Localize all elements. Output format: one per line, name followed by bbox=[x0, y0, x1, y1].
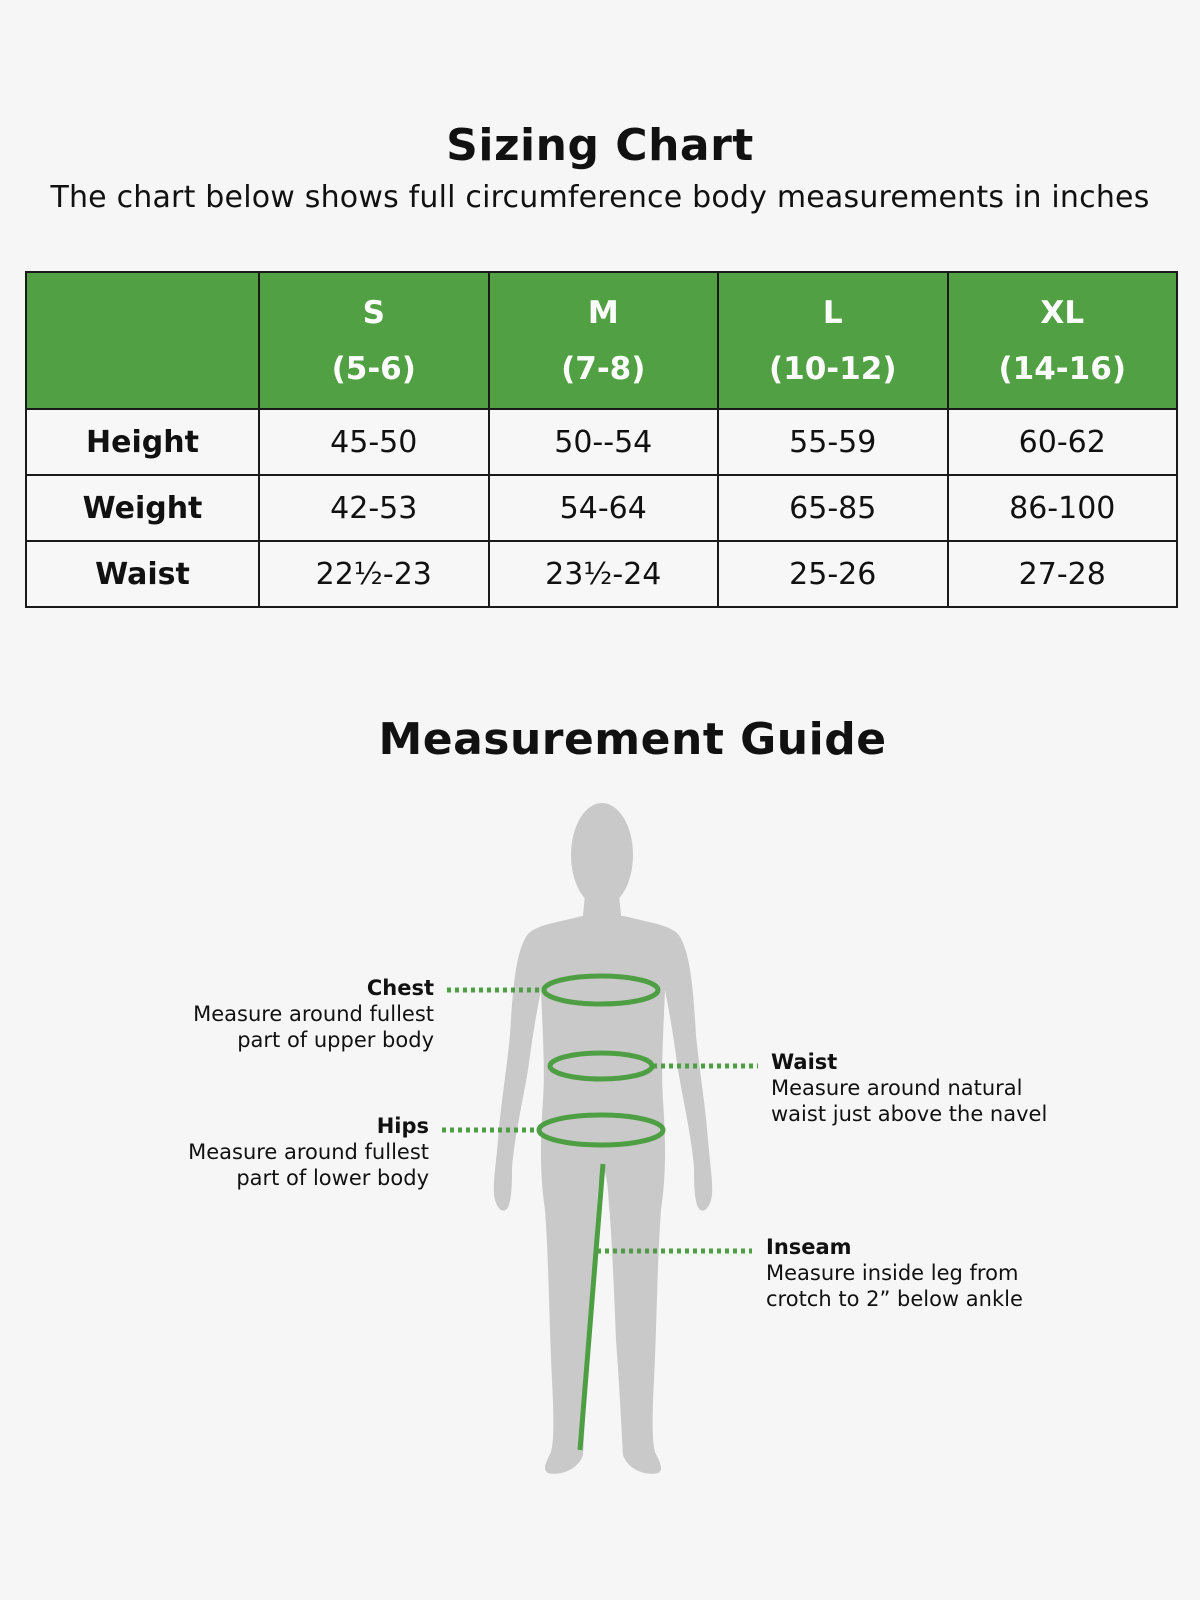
table-cell: 55-59 bbox=[718, 409, 948, 475]
size-label: S bbox=[362, 294, 385, 331]
chest-label-line2: part of upper body bbox=[237, 1028, 434, 1052]
waist-label bbox=[771, 1049, 1047, 1127]
hips-label bbox=[188, 1113, 429, 1191]
size-range: (14-16) bbox=[998, 350, 1126, 387]
table-cell: 65-85 bbox=[718, 475, 948, 541]
body-silhouette bbox=[494, 803, 712, 1474]
table-cell: 42-53 bbox=[259, 475, 489, 541]
size-range: (5-6) bbox=[331, 350, 416, 387]
table-cell: 25-26 bbox=[718, 541, 948, 607]
table-cell: 50--54 bbox=[489, 409, 719, 475]
waist-label-line1: Measure around natural bbox=[771, 1076, 1023, 1100]
row-label: Waist bbox=[26, 541, 259, 607]
size-label: L bbox=[822, 294, 843, 331]
hips-label-line2: part of lower body bbox=[236, 1166, 429, 1190]
page-title: Sizing Chart bbox=[446, 120, 754, 171]
table-cell: 45-50 bbox=[259, 409, 489, 475]
chest-label-name: Chest bbox=[366, 976, 434, 1000]
chest-label bbox=[193, 975, 434, 1053]
table-cell: 60-62 bbox=[948, 409, 1178, 475]
inseam-label-line1: Measure inside leg from bbox=[766, 1261, 1019, 1285]
table-cell: 22½-23 bbox=[259, 541, 489, 607]
inseam-label bbox=[766, 1234, 1023, 1312]
silhouette-head bbox=[571, 803, 633, 907]
hips-label-line1: Measure around fullest bbox=[188, 1140, 429, 1164]
table-cell: 23½-24 bbox=[489, 541, 719, 607]
inseam-label-line2: crotch to 2” below ankle bbox=[766, 1287, 1023, 1311]
row-label: Height bbox=[26, 409, 259, 475]
inseam-label-name: Inseam bbox=[766, 1235, 852, 1259]
row-label: Weight bbox=[26, 475, 259, 541]
size-range: (7-8) bbox=[561, 350, 646, 387]
size-label: XL bbox=[1040, 294, 1085, 331]
table-cell: 54-64 bbox=[489, 475, 719, 541]
hips-label-name: Hips bbox=[376, 1114, 429, 1138]
table-cell: 27-28 bbox=[948, 541, 1178, 607]
chest-label-line1: Measure around fullest bbox=[193, 1002, 434, 1026]
table-cell: 86-100 bbox=[948, 475, 1178, 541]
guide-title: Measurement Guide bbox=[378, 714, 887, 765]
size-label: M bbox=[587, 294, 619, 331]
size-range: (10-12) bbox=[769, 350, 897, 387]
waist-label-name: Waist bbox=[771, 1050, 838, 1074]
waist-label-line2: waist just above the navel bbox=[771, 1102, 1048, 1126]
page-subtitle: The chart below shows full circumference body measurements in inches bbox=[50, 180, 1150, 215]
